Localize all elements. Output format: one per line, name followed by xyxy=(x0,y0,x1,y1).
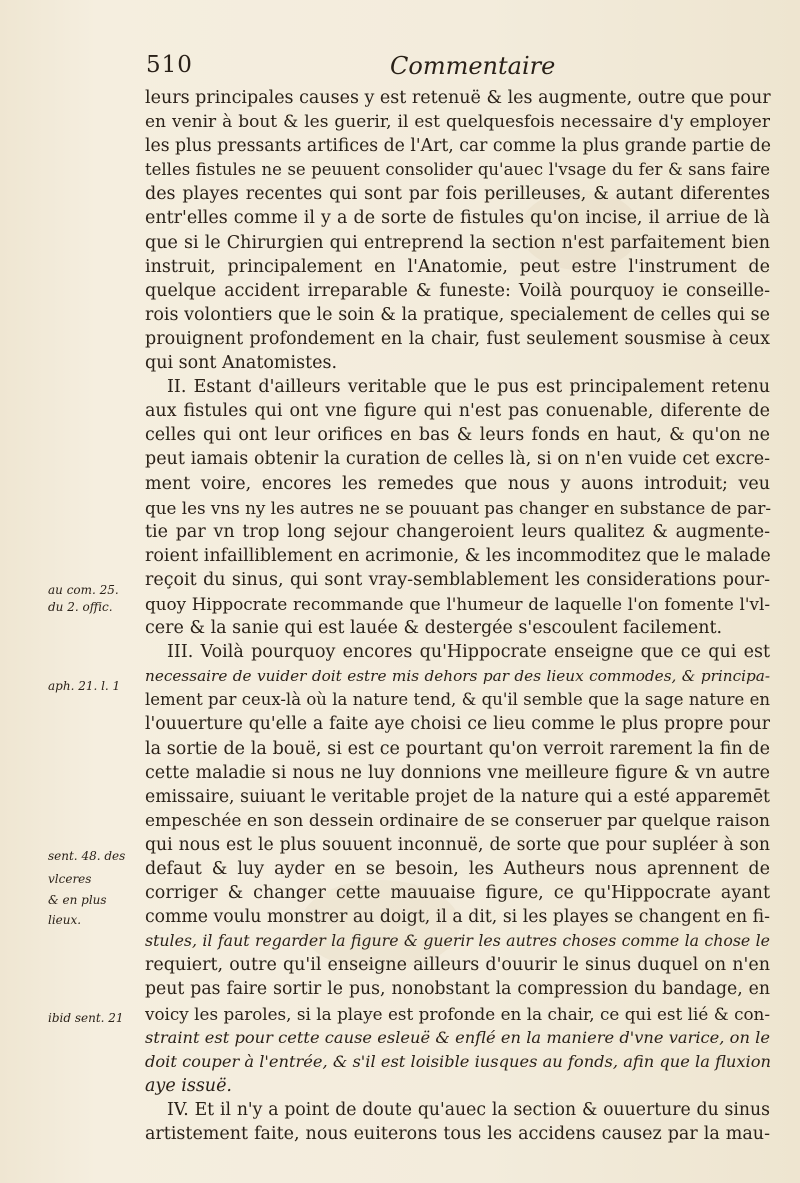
text-line: stules, il faut regarder la figure & guerir les autres choses comme la chose le xyxy=(145,931,770,951)
margin-note: ibid sent. 21 xyxy=(48,1011,124,1025)
text-line: straint est pour cette cause esleuë & enflé en la maniere d'vne varice, on le xyxy=(145,1027,770,1047)
text-line: ment voire, encores les remedes que nous y auons introduit; veu xyxy=(145,473,770,494)
text-line: telles fistules ne se peuuent consolider qu'auec l'vsage du fer & sans faire xyxy=(145,160,770,180)
text-line: lement par ceux-là où la nature tend, & qu'il semble que la sage nature en xyxy=(145,690,770,710)
text-line: emissaire, suiuant le veritable projet de la nature qui a esté apparemēt xyxy=(145,786,770,807)
page-number: 510 xyxy=(146,52,193,78)
text-line: quoy Hippocrate recommande que l'humeur de laquelle l'on fomente l'vl- xyxy=(145,593,770,614)
margin-note: aph. 21. l. 1 xyxy=(48,679,121,693)
text-line: empeschée en son dessein ordinaire de se conseruer par quelque raison xyxy=(145,810,770,831)
page-header xyxy=(140,52,780,84)
text-line: reçoit du sinus, qui sont vray-semblablement les considerations pour- xyxy=(145,569,770,590)
text-line: cere & la sanie qui est lauée & destergée s'escoulent facilement. xyxy=(145,618,723,639)
margin-note: au com. 25. xyxy=(48,583,119,597)
text-line: celles qui ont leur orifices en bas & leurs fonds en haut, & qu'on ne xyxy=(145,425,770,446)
text-line: peut pas faire sortir le pus, nonobstant la compression du bandage, en xyxy=(145,979,770,1000)
text-line: la sortie de la bouë, si est ce pourtant qu'on verroit rarement la fin de xyxy=(145,738,770,759)
text-line: roient infailliblement en acrimonie, & les incommoditez que le malade xyxy=(145,545,771,566)
text-line: III. Voilà pourquoy encores qu'Hippocrate enseigne que ce qui est xyxy=(167,642,770,663)
text-line: entr'elles comme il y a de sorte de fistules qu'on incise, il arriue de là xyxy=(145,208,770,229)
text-line: aux fistules qui ont vne figure qui n'est pas conuenable, diferente de xyxy=(145,401,770,422)
text-line: l'ouuerture qu'elle a faite aye choisi ce lieu comme le plus propre pour xyxy=(145,714,770,735)
text-line: IV. Et il n'y a point de doute qu'auec la section & ouuerture du sinus xyxy=(167,1099,770,1120)
text-line: requiert, outre qu'il enseigne ailleurs d'ouurir le sinus duquel on n'en xyxy=(145,955,770,976)
text-line: aye issuë. xyxy=(145,1075,232,1096)
text-line: prouignent profondement en la chair, fust seulement sousmise à ceux xyxy=(145,328,770,349)
text-line: qui sont Anatomistes. xyxy=(145,353,338,374)
text-line: defaut & luy ayder en se besoin, les Autheurs nous aprennent de xyxy=(145,859,770,879)
text-line: necessaire de vuider doit estre mis dehors par des lieux commodes, & principa- xyxy=(145,667,770,686)
text-line: rois volontiers que le soin & la pratique, specialement de celles qui se xyxy=(145,304,770,325)
text-line: des playes recentes qui sont par fois perilleuses, & autant diferentes xyxy=(145,184,770,205)
text-line: voicy les paroles, si la playe est profonde en la chair, ce qui est lié & con- xyxy=(145,1003,770,1024)
text-line: qui nous est le plus souuent inconnuë, de sorte que pour supléer à son xyxy=(145,834,770,855)
text-line: II. Estant d'ailleurs veritable que le pus est principalement retenu xyxy=(167,377,770,398)
body-text xyxy=(145,86,770,1146)
text-line: en venir à bout & les guerir, il est quelquesfois necessaire d'y employer xyxy=(145,112,770,133)
margin-note: lieux. xyxy=(48,913,82,927)
text-line: instruit, principalement en l'Anatomie, peut estre l'instrument de xyxy=(145,256,770,277)
running-head: Commentaire xyxy=(390,52,556,80)
margin-note: & en plus xyxy=(48,893,107,907)
text-line: doit couper à l'entrée, & s'il est loisible iusques au fonds, afin que la fluxion xyxy=(145,1051,772,1071)
text-line: les plus pressants artifices de l'Art, car comme la plus grande partie de xyxy=(145,136,772,157)
text-line: que si le Chirurgien qui entreprend la section n'est parfaitement bien xyxy=(145,232,770,253)
margin-note: vlceres xyxy=(48,872,92,886)
text-line: cette maladie si nous ne luy donnions vne meilleure figure & vn autre xyxy=(145,762,770,783)
margin-note: sent. 48. des xyxy=(48,849,126,863)
text-line: comme voulu monstrer au doigt, il a dit, si les playes se changent en fi- xyxy=(145,907,770,928)
text-line: peut iamais obtenir la curation de celles là, si on n'en vuide cet excre- xyxy=(145,449,770,470)
margin-note: du 2. offic. xyxy=(48,600,113,614)
text-line: quelque accident irreparable & funeste: Voilà pourquoy ie conseille- xyxy=(145,280,770,301)
text-line: leurs principales causes y est retenuë & les augmente, outre que pour xyxy=(145,88,771,108)
text-line: corriger & changer cette mauuaise figure, ce qu'Hippocrate ayant xyxy=(145,883,770,904)
text-line: artistement faite, nous euiterons tous les accidens causez par la mau- xyxy=(145,1124,770,1145)
text-line: que les vns ny les autres ne se pouuant pas changer en substance de par- xyxy=(145,497,772,518)
text-line: tie par vn trop long sejour changeroient leurs qualitez & augmente- xyxy=(145,521,770,542)
